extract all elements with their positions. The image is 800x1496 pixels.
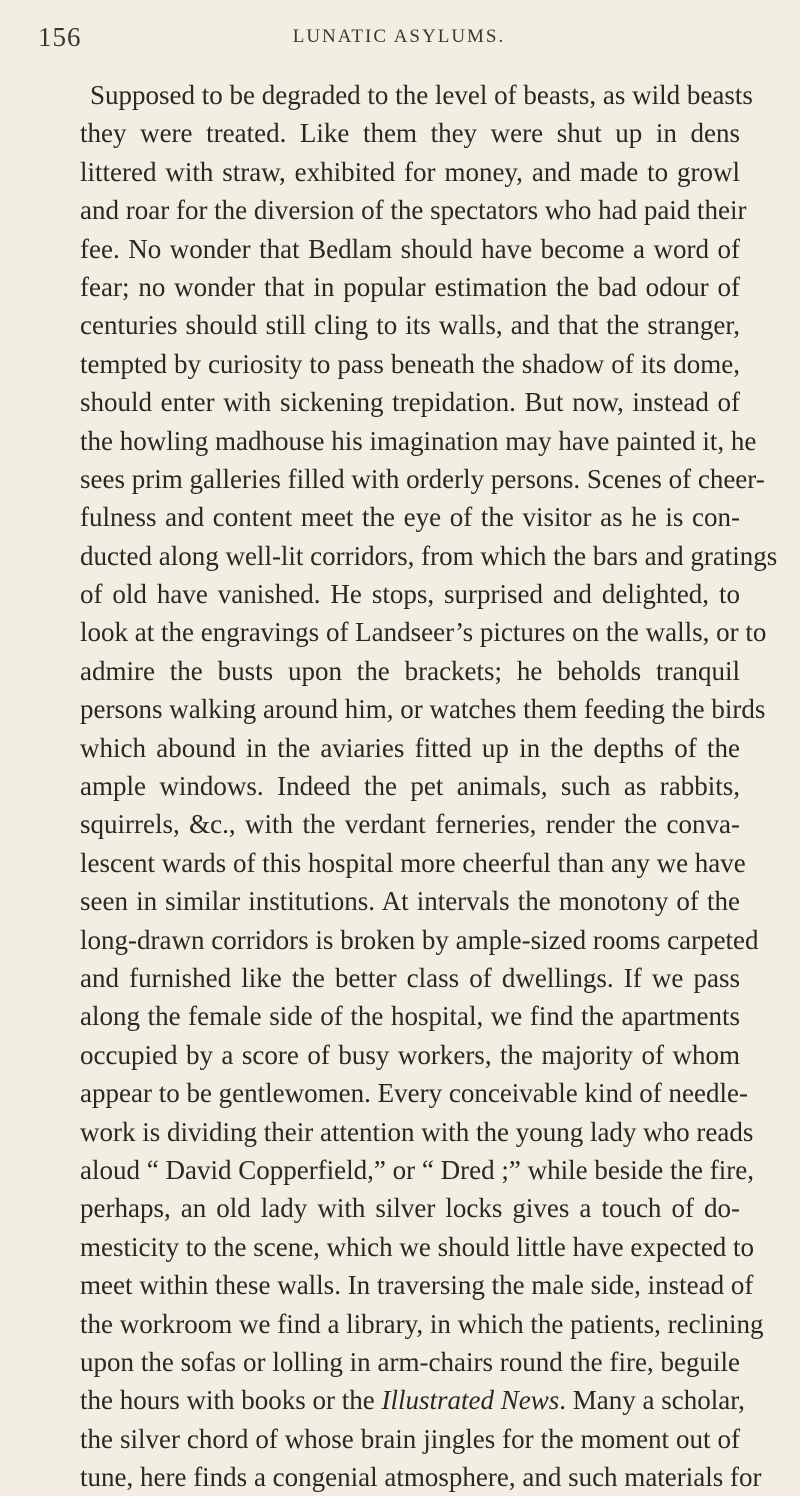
text-line: fulness and content meet the eye of the visitor as he is con- bbox=[80, 502, 740, 533]
text-line: along the female side of the hospital, we find the apartments bbox=[80, 1001, 740, 1032]
text-line: aloud “ David Copperfield,” or “ Dred ;” while beside the fire, bbox=[80, 1154, 754, 1185]
text-line: of old have vanished. He stops, surprised and delighted, to bbox=[80, 579, 740, 610]
text-line: mesticity to the scene, which we should little have expected to bbox=[80, 1231, 755, 1262]
text-line: which abound in the aviaries fitted up in the depths of the bbox=[80, 732, 740, 763]
text-line: persons walking around him, or watches them feeding the birds bbox=[80, 694, 766, 725]
text-line: Supposed to be degraded to the level of beasts, as wild beasts bbox=[90, 80, 753, 110]
text-line: admire the busts upon the brackets; he beholds tranquil bbox=[80, 655, 740, 686]
text-line: the howling madhouse his imagination may have painted it, he bbox=[80, 425, 757, 456]
text-line: fear; no wonder that in popular estimation the bad odour of bbox=[80, 271, 740, 302]
text-line: and roar for the diversion of the spectators who had paid their bbox=[80, 195, 747, 226]
text-line: the silver chord of whose brain jingles for the moment out of bbox=[80, 1423, 740, 1454]
body-text bbox=[80, 76, 778, 1496]
text-line: appear to be gentlewomen. Every conceivable kind of needle- bbox=[80, 1078, 748, 1109]
text-line: ducted along well-lit corridors, from which the bars and gratings bbox=[80, 540, 778, 571]
text-line: meet within these walls. In traversing the male side, instead of bbox=[80, 1270, 754, 1301]
text-line: squirrels, &c., with the verdant ferneries, render the conva- bbox=[80, 809, 740, 840]
running-title: LUNATIC ASYLUMS. bbox=[292, 26, 506, 47]
text-line: tempted by curiosity to pass beneath the shadow of its dome, bbox=[80, 348, 740, 379]
text-line: the workroom we find a library, in which the patients, reclining bbox=[80, 1308, 764, 1339]
text-line: long-drawn corridors is broken by ample-sized rooms carpeted bbox=[80, 924, 759, 955]
text-line: fee. No wonder that Bedlam should have become a word of bbox=[80, 233, 740, 264]
text-line: ample windows. Indeed the pet animals, such as rabbits, bbox=[80, 771, 740, 802]
text-line: seen in similar institutions. At intervals the monotony of the bbox=[80, 886, 740, 917]
page-number: 156 bbox=[38, 22, 82, 52]
text-line: look at the engravings of Landseer’s pictures on the walls, or to bbox=[80, 617, 767, 648]
text-line: upon the sofas or lolling in arm-chairs round the fire, beguile bbox=[80, 1346, 740, 1377]
italic-title: Illustrated News bbox=[381, 1385, 560, 1416]
text-line: littered with straw, exhibited for money, and made to growl bbox=[80, 156, 740, 187]
text-line: perhaps, an old lady with silver locks gives a touch of do- bbox=[80, 1193, 740, 1224]
text-line: they were treated. Like them they were shut up in dens bbox=[80, 118, 740, 149]
text-line: occupied by a score of busy workers, the majority of whom bbox=[80, 1039, 740, 1070]
text-fragment: the hours with books or the bbox=[80, 1385, 382, 1416]
running-head bbox=[38, 22, 760, 58]
text-line: and furnished like the better class of dwellings. If we pass bbox=[80, 962, 740, 993]
text-line: tune, here finds a congenial atmosphere, and such materials for bbox=[80, 1462, 762, 1493]
text-fragment: . Many a scholar, bbox=[559, 1385, 745, 1416]
text-line-with-italic bbox=[80, 1381, 745, 1419]
text-line: work is dividing their attention with the young lady who reads bbox=[80, 1116, 754, 1147]
text-line: should enter with sickening trepidation. But now, instead of bbox=[80, 387, 740, 418]
text-line: sees prim galleries filled with orderly persons. Scenes of cheer- bbox=[80, 463, 765, 494]
text-line: centuries should still cling to its walls, and that the stranger, bbox=[80, 310, 740, 341]
text-line: lescent wards of this hospital more cheerful than any we have bbox=[80, 847, 746, 878]
